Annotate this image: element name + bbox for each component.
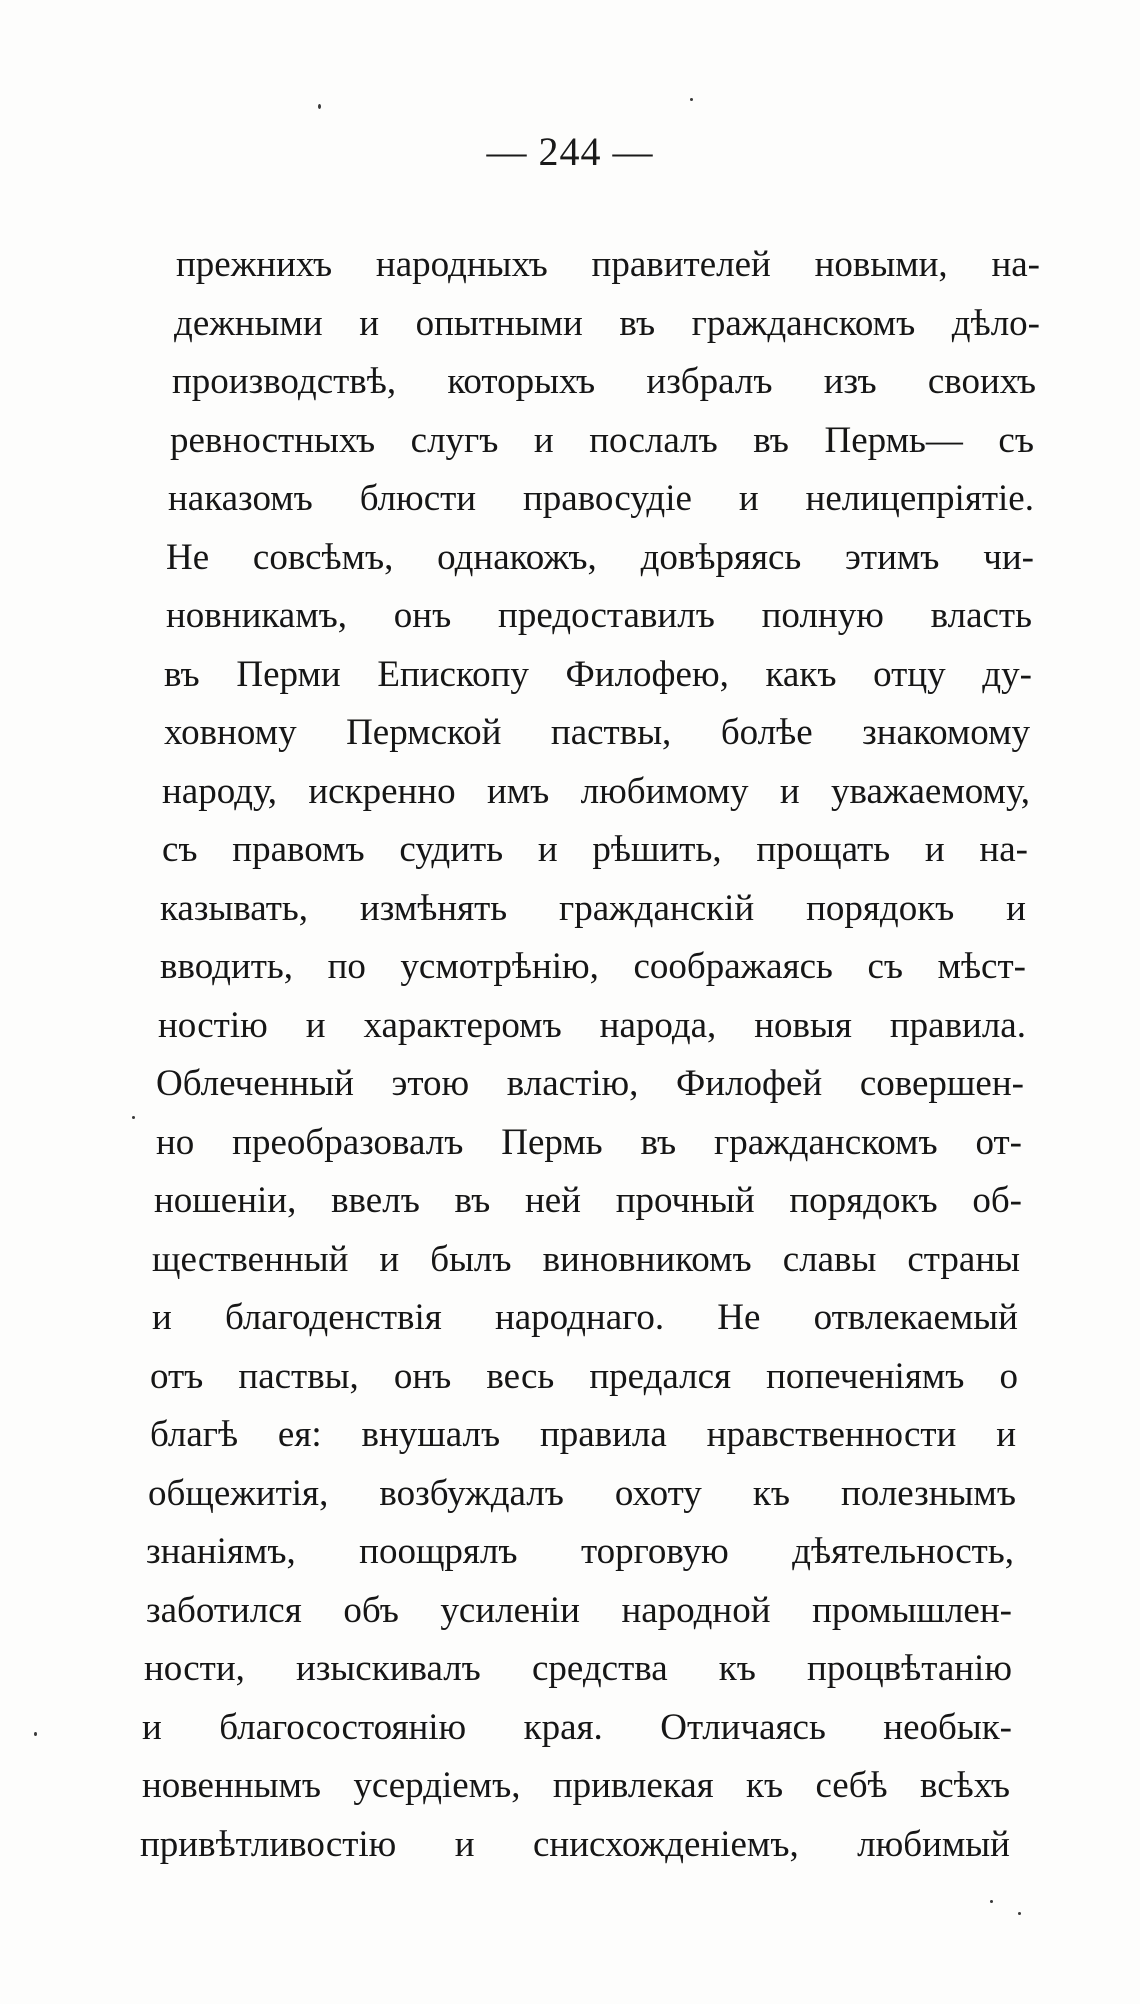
text-line: прежнихъ народныхъ правителей новыми, на- — [176, 244, 1040, 285]
text-line: но преобразовалъ Пермь въ гражданскомъ от- — [156, 1121, 1022, 1163]
text-line: заботился объ усиленіи народной промышлен- — [146, 1589, 1012, 1631]
text-line: знаніямъ, поощрялъ торговую дѣятельность, — [146, 1531, 1014, 1572]
ink-speck — [1018, 1912, 1021, 1915]
text-line: производствѣ, которыхъ избралъ изъ своихъ — [172, 361, 1036, 402]
text-line: наказомъ блюсти правосудіе и нелицепріятіе. — [168, 478, 1034, 519]
text-line: привѣтливостію и снисхожденіемъ, любимый — [140, 1823, 1010, 1865]
text-line: ношеніи, ввелъ въ ней прочный порядокъ об- — [154, 1180, 1022, 1221]
text-line: народу, искренно имъ любимому и уважаемому, — [162, 770, 1030, 812]
text-line: новеннымъ усердіемъ, привлекая къ себѣ всѣхъ — [142, 1765, 1010, 1806]
ink-speck — [690, 98, 693, 101]
text-line: и благосостоянію края. Отличаясь необык- — [142, 1706, 1012, 1748]
body-text — [140, 236, 1040, 1874]
text-line: и благоденствія народнаго. Не отвлекаемый — [152, 1297, 1018, 1338]
text-line: казывать, измѣнять гражданскій порядокъ и — [160, 887, 1026, 929]
text-line: дежными и опытными въ гражданскомъ дѣло- — [174, 302, 1040, 344]
text-line: Не совсѣмъ, однакожъ, довѣряясь этимъ чи- — [166, 536, 1034, 578]
text-line: благѣ ея: внушалъ правила нравственности и — [150, 1414, 1016, 1455]
text-line: Облеченный этою властію, Филофей совершен- — [156, 1063, 1024, 1104]
ink-speck — [132, 1116, 135, 1119]
ink-speck — [34, 1732, 37, 1736]
text-line: ревностныхъ слугъ и послалъ въ Пермь— съ — [170, 419, 1034, 461]
text-line: ностію и характеромъ народа, новыя правила. — [158, 1004, 1026, 1046]
ink-speck — [990, 1900, 993, 1903]
text-line: вводить, по усмотрѣнію, соображаясь съ мѣст- — [160, 946, 1026, 987]
page-number: — 244 — — [486, 129, 654, 174]
text-line: ности, изыскивалъ средства къ процвѣтанію — [144, 1648, 1012, 1689]
text-line: новникамъ, онъ предоставилъ полную власть — [166, 595, 1032, 636]
text-line: отъ паствы, онъ весь предался попеченіямъ о — [150, 1355, 1018, 1397]
text-line: общежитія, возбуждалъ охоту къ полезнымъ — [148, 1472, 1016, 1514]
text-line: въ Перми Епископу Филофею, какъ отцу ду- — [164, 653, 1032, 695]
text-line: ховному Пермской паствы, болѣе знакомому — [164, 712, 1030, 753]
ink-speck — [318, 104, 321, 109]
text-line: съ правомъ судить и рѣшить, прощать и на- — [162, 829, 1028, 870]
text-line: щественный и былъ виновникомъ славы страны — [152, 1238, 1020, 1280]
